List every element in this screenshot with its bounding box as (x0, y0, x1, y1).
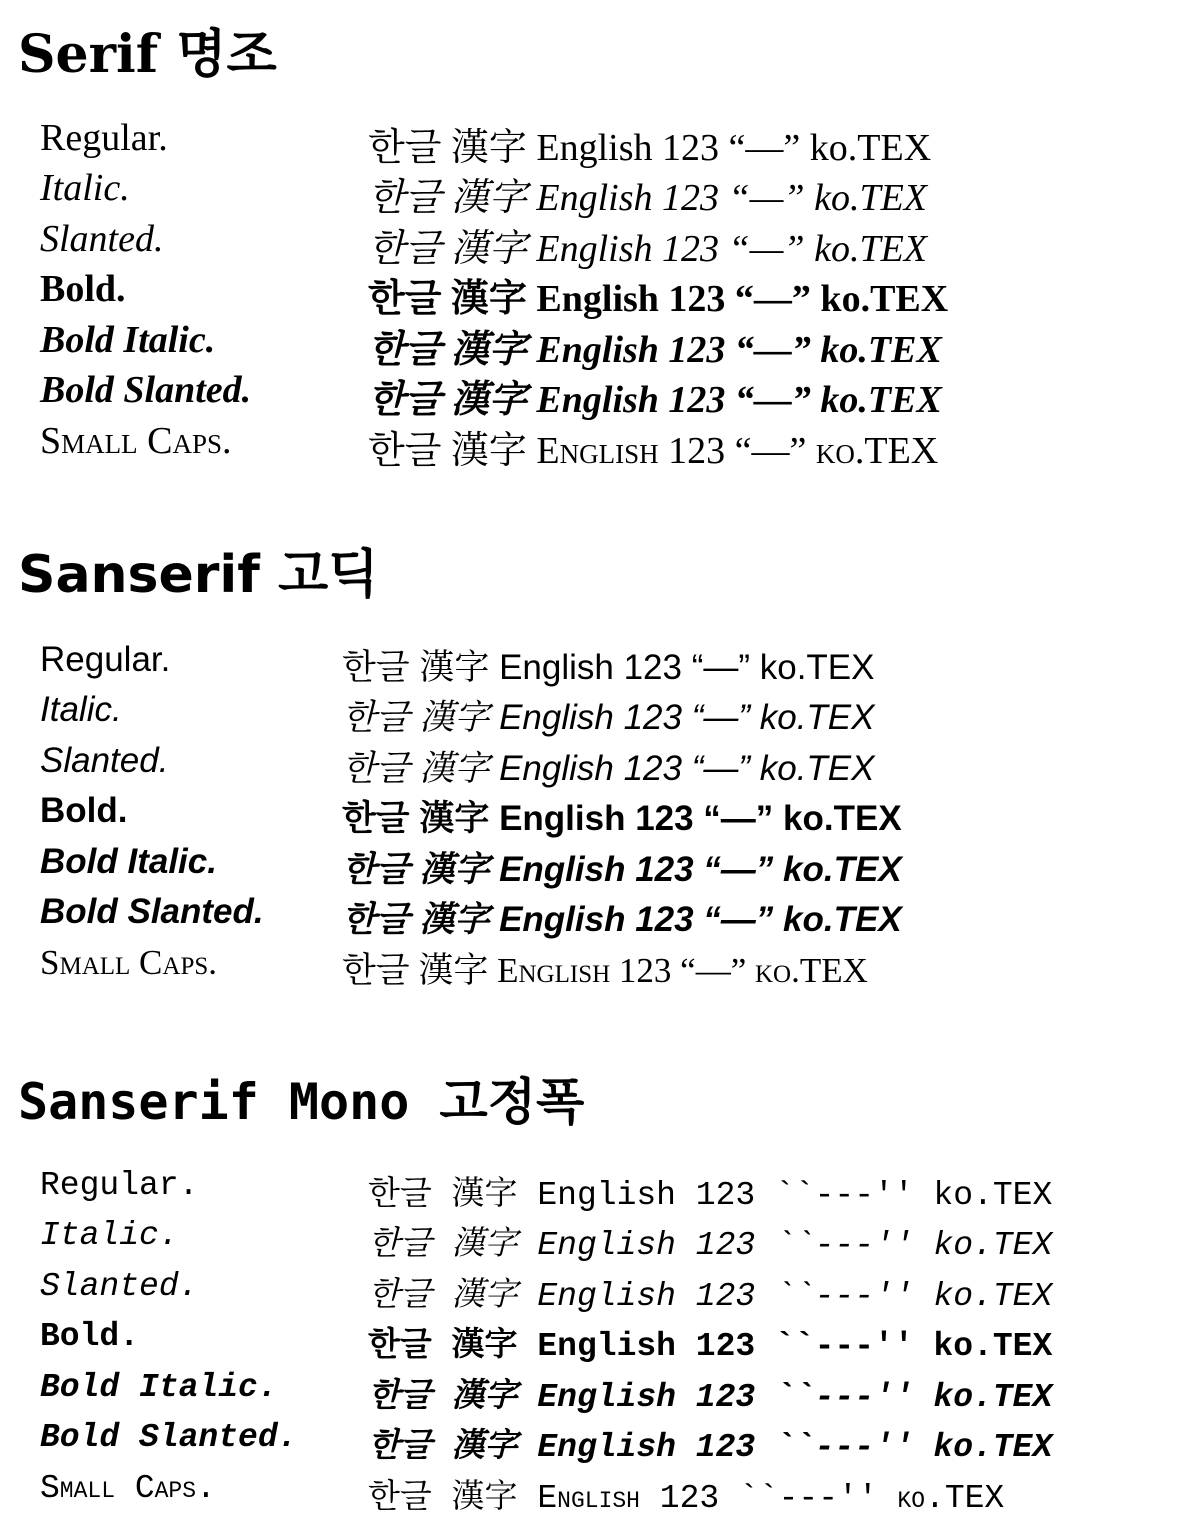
style-label: Slanted. (40, 1268, 199, 1305)
sample-text: 한글 漢字 English 123 “—” ko.TEX (368, 127, 932, 169)
style-label: Slanted. (40, 218, 164, 260)
sample-text: 한글 漢字 English 123 ``---'' ko.TEX (368, 1379, 1053, 1416)
style-label: Regular. (40, 640, 171, 679)
sample-text: 한글 漢字 English 123 “—” ko.TEX (368, 228, 928, 270)
style-label: Bold Italic. (40, 842, 217, 881)
sample-text: 한글 漢字 English 123 “—” ko.TEX (368, 329, 942, 371)
sample-text: 한글 漢字 English 123 ``---'' ko.TEX (368, 1177, 1053, 1214)
serif-heading: Serif 명조 (18, 24, 277, 85)
sample-text: 한글 漢字 English 123 ``---'' ko.TEX (368, 1480, 1005, 1517)
mono-heading: Sanserif Mono 고정폭 (18, 1073, 585, 1131)
style-label: Bold. (40, 791, 128, 830)
sample-text: 한글 漢字 English 123 “—” ko.TEX (342, 648, 875, 687)
style-label: Bold Slanted. (40, 369, 252, 411)
style-label: Bold Slanted. (40, 1419, 298, 1456)
sample-text: 한글 漢字 English 123 “—” ko.TEX (368, 379, 942, 421)
style-label: Regular. (40, 1167, 199, 1204)
style-label: Bold. (40, 1318, 140, 1355)
sample-text: 한글 漢字 English 123 “—” ko.TEX (342, 951, 868, 990)
sample-text: 한글 漢字 English 123 “—” ko.TEX (368, 430, 939, 472)
style-label: Bold Italic. (40, 1369, 278, 1406)
style-label: Italic. (40, 167, 130, 209)
style-label: Italic. (40, 690, 122, 729)
style-label: Bold Italic. (40, 319, 216, 361)
sample-text: 한글 漢字 English 123 “—” ko.TEX (342, 698, 875, 737)
sample-text: 한글 漢字 English 123 ``---'' ko.TEX (368, 1227, 1053, 1264)
sample-text: 한글 漢字 English 123 “—” ko.TEX (342, 749, 875, 788)
sample-text: 한글 漢字 English 123 ``---'' ko.TEX (368, 1328, 1053, 1365)
style-label: Bold Slanted. (40, 892, 264, 931)
style-label: Small Caps. (40, 943, 217, 982)
style-label: Bold. (40, 268, 126, 310)
style-label: Regular. (40, 117, 168, 159)
style-label: Small Caps. (40, 420, 232, 462)
sample-text: 한글 漢字 English 123 “—” ko.TEX (342, 799, 902, 838)
sample-text: 한글 漢字 English 123 “—” ko.TEX (342, 850, 902, 889)
sample-text: 한글 漢字 English 123 “—” ko.TEX (342, 900, 902, 939)
sample-text: 한글 漢字 English 123 “—” ko.TEX (368, 177, 928, 219)
sample-text: 한글 漢字 English 123 “—” ko.TEX (368, 278, 949, 320)
style-label: Slanted. (40, 741, 169, 780)
style-label: Italic. (40, 1217, 179, 1254)
sample-text: 한글 漢字 English 123 ``---'' ko.TEX (368, 1429, 1053, 1466)
sans-heading: Sanserif 고딕 (18, 545, 379, 605)
sample-text: 한글 漢字 English 123 ``---'' ko.TEX (368, 1278, 1053, 1315)
style-label: Small Caps. (40, 1470, 216, 1507)
